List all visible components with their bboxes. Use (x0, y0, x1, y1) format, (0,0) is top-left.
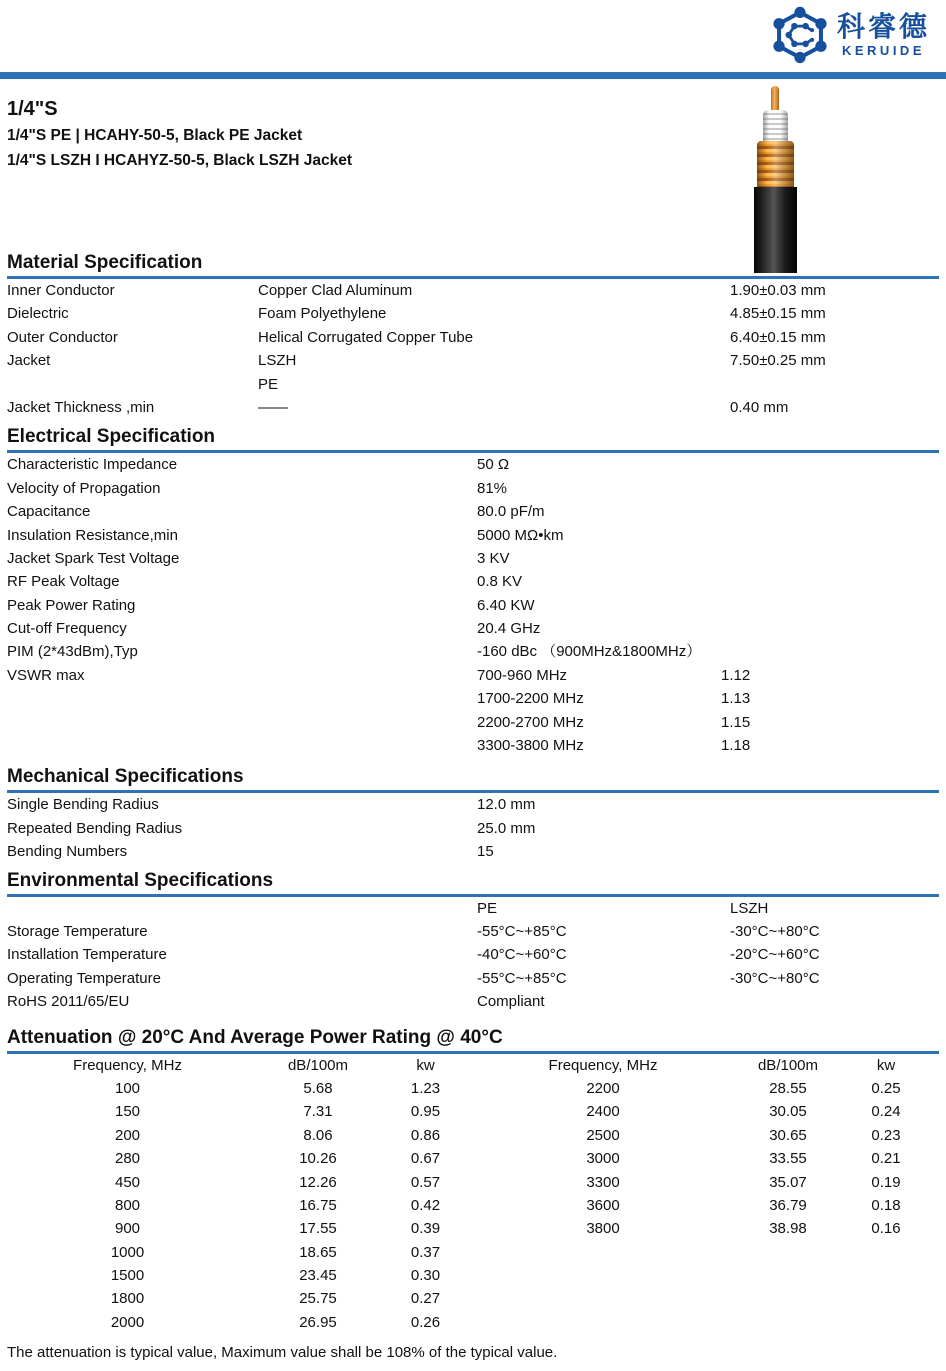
frequency-value: 1000 (110, 1243, 145, 1261)
power-rating-value: 0.27 (410, 1290, 441, 1308)
frequency-value: 2500 (586, 1126, 620, 1144)
spec-dimension: 6.40±0.15 mm (730, 328, 826, 346)
spec-dimension: 1.90±0.03 mm (730, 282, 826, 299)
frequency-value: 150 (114, 1103, 141, 1121)
attenuation-value: 18.65 (299, 1243, 337, 1261)
power-rating-value: 0.21 (871, 1150, 901, 1168)
frequency-value (463, 1311, 743, 1334)
header-divider-bar (0, 72, 946, 79)
spec-value: 5000 MΩ•km (477, 526, 564, 544)
section-heading-mechanical: Mechanical Specifications (7, 765, 939, 793)
spec-extra-value (721, 477, 939, 500)
spec-label: Characteristic Impedance (7, 456, 178, 474)
material-table (7, 279, 939, 419)
spec-value-lszh: -30°C~+80°C (730, 922, 820, 940)
spec-label: Velocity of Propagation (7, 479, 161, 497)
section-heading-electrical: Electrical Specification (7, 425, 939, 453)
power-rating-value: 0.26 (410, 1313, 441, 1331)
datasheet-body (0, 95, 946, 1363)
power-rating-value: 0.57 (410, 1173, 441, 1191)
spec-value: 0.8 KV (477, 573, 523, 591)
column-header-frequency-right: Frequency, MHz (548, 1056, 658, 1074)
attenuation-value: 8.06 (303, 1126, 333, 1144)
cable-inner-conductor-graphic (771, 86, 779, 110)
column-header-db-right: dB/100m (757, 1056, 819, 1074)
spec-extra-value (721, 500, 939, 523)
power-rating-value (833, 1264, 939, 1287)
brand-wordmark (837, 13, 930, 57)
spec-label: Bending Numbers (7, 843, 128, 861)
spec-label (7, 373, 258, 396)
spec-value-pe: PE (477, 899, 498, 917)
spec-value-lszh: LSZH (730, 899, 769, 917)
spec-label: Operating Temperature (7, 969, 161, 987)
spec-extra-value (721, 453, 939, 476)
column-header-kw-right: kw (876, 1056, 896, 1074)
product-subtitle-pe: 1/4"S PE | HCAHY-50-5, Black PE Jacket (7, 127, 303, 144)
spec-label: Inner Conductor (7, 282, 115, 299)
spec-value: 81% (477, 479, 508, 497)
spec-label: Storage Temperature (7, 922, 148, 940)
spec-label (7, 734, 477, 757)
spec-label: PIM (2*43dBm),Typ (7, 643, 138, 661)
power-rating-value: 0.16 (871, 1220, 901, 1238)
spec-label: Cut-off Frequency (7, 620, 127, 638)
frequency-value (463, 1287, 743, 1310)
spec-dimension: 0.40 mm (730, 398, 789, 416)
spec-label: Repeated Bending Radius (7, 819, 183, 837)
frequency-value: 3300 (586, 1173, 620, 1191)
spec-extra-value (721, 640, 939, 663)
power-rating-value: 0.95 (410, 1103, 441, 1121)
spec-extra-value (721, 570, 939, 593)
column-header-db-left: dB/100m (287, 1056, 349, 1074)
spec-value: -160 dBc （900MHz&1800MHz） (477, 643, 702, 661)
frequency-value: 1500 (110, 1267, 145, 1285)
spec-value: 25.0 mm (477, 819, 536, 837)
spec-label: Single Bending Radius (7, 796, 159, 814)
cable-corrugated-copper-graphic (757, 141, 794, 187)
column-header-kw-left: kw (416, 1056, 435, 1074)
attenuation-value: 28.55 (769, 1079, 807, 1097)
spec-dimension: 7.50±0.25 mm (730, 352, 826, 370)
spec-extra-value: 1.13 (721, 690, 751, 708)
power-rating-value: 0.67 (410, 1150, 441, 1168)
attenuation-header-row (7, 1054, 939, 1077)
spec-label: Dielectric (7, 305, 69, 323)
attenuation-value: 36.79 (769, 1196, 807, 1214)
spec-label: Peak Power Rating (7, 596, 136, 614)
attenuation-value: 26.95 (299, 1313, 337, 1331)
power-rating-value: 0.18 (871, 1196, 901, 1214)
attenuation-value: 17.55 (299, 1220, 337, 1238)
power-rating-value: 1.23 (410, 1079, 441, 1097)
cable-product-image (753, 86, 797, 273)
spec-value: PE (258, 375, 279, 393)
cable-black-jacket-graphic (754, 187, 797, 273)
frequency-value (463, 1241, 743, 1264)
frequency-value: 280 (114, 1150, 141, 1168)
attenuation-value: 33.55 (769, 1150, 807, 1168)
attenuation-value: 38.98 (769, 1220, 807, 1238)
attenuation-value: 23.45 (299, 1267, 337, 1285)
brand-logo (771, 6, 930, 64)
spec-value-lszh: -30°C~+80°C (730, 969, 820, 987)
spec-value-pe: -55°C~+85°C (477, 969, 567, 987)
page-header (0, 0, 946, 72)
brand-name-chinese: 科睿德 (836, 11, 930, 42)
spec-dimension: 4.85±0.15 mm (730, 305, 826, 323)
spec-value-pe: -40°C~+60°C (477, 946, 567, 964)
frequency-value: 3000 (586, 1150, 620, 1168)
attenuation-value: 5.68 (303, 1079, 333, 1097)
section-heading-material: Material Specification (7, 251, 939, 279)
spec-extra-value (721, 524, 939, 547)
section-heading-attenuation: Attenuation @ 20°C And Average Power Rating @ 40°C (7, 1026, 939, 1054)
spec-value: Foam Polyethylene (258, 305, 387, 323)
spec-value-lszh (730, 990, 939, 1013)
brand-name-english: KERUIDE (841, 43, 925, 58)
electrical-table (7, 453, 939, 757)
attenuation-table (7, 1077, 939, 1334)
frequency-value: 800 (114, 1196, 141, 1214)
spec-value: 3300-3800 MHz (477, 737, 584, 755)
spec-value: 6.40 KW (477, 596, 535, 614)
power-rating-value (833, 1311, 939, 1334)
power-rating-value (833, 1287, 939, 1310)
power-rating-value: 0.24 (871, 1103, 901, 1121)
product-title: 1/4"S (7, 98, 58, 120)
frequency-value: 450 (114, 1173, 141, 1191)
spec-value: 2200-2700 MHz (477, 713, 584, 731)
frequency-value: 100 (114, 1079, 141, 1097)
spec-value: 20.4 GHz (477, 620, 541, 638)
attenuation-note: The attenuation is typical value, Maximum value shall be 108% of the typical value. (7, 1344, 558, 1362)
spec-extra-value: 1.18 (721, 737, 751, 755)
power-rating-value: 0.19 (871, 1173, 901, 1191)
spec-dimension (730, 373, 939, 396)
attenuation-value: 25.75 (299, 1290, 337, 1308)
attenuation-value: 35.07 (769, 1173, 807, 1191)
power-rating-value: 0.86 (410, 1126, 441, 1144)
spec-label: Jacket (7, 352, 51, 370)
spec-value-pe: -55°C~+85°C (477, 922, 567, 940)
spec-label: Capacitance (7, 503, 91, 521)
spec-label: Installation Temperature (7, 946, 167, 964)
spec-value: Helical Corrugated Copper Tube (258, 328, 474, 346)
spec-label (7, 687, 477, 710)
molecule-hexagon-logo-icon (771, 6, 829, 64)
spec-label: RF Peak Voltage (7, 573, 120, 591)
attenuation-value (743, 1241, 833, 1264)
spec-value: 1700-2200 MHz (477, 690, 584, 708)
attenuation-value: 16.75 (299, 1196, 337, 1214)
frequency-value: 200 (114, 1126, 141, 1144)
attenuation-value: 30.05 (769, 1103, 807, 1121)
spec-value-lszh: -20°C~+60°C (730, 946, 820, 964)
spec-value: 3 KV (477, 549, 510, 567)
spec-label (7, 711, 477, 734)
spec-extra-value (721, 547, 939, 570)
column-header-frequency-left: Frequency, MHz (73, 1056, 182, 1074)
spec-value: Copper Clad Aluminum (258, 282, 413, 299)
power-rating-value (833, 1241, 939, 1264)
frequency-value: 2000 (110, 1313, 145, 1331)
power-rating-value: 0.39 (410, 1220, 441, 1238)
spec-label: Outer Conductor (7, 328, 118, 346)
frequency-value: 1800 (110, 1290, 145, 1308)
attenuation-value: 30.65 (769, 1126, 807, 1144)
spec-label: Insulation Resistance,min (7, 526, 178, 544)
attenuation-value: 10.26 (299, 1150, 337, 1168)
frequency-value: 2400 (586, 1103, 620, 1121)
attenuation-value (743, 1264, 833, 1287)
spec-extra-value: 1.12 (721, 666, 751, 684)
product-title-block (7, 95, 939, 173)
power-rating-value: 0.23 (871, 1126, 901, 1144)
mechanical-table (7, 793, 939, 863)
spec-value: 50 Ω (477, 456, 510, 474)
spec-label: RoHS 2011/65/EU (7, 993, 130, 1011)
spec-extra-value (721, 594, 939, 617)
product-subtitle-lszh: 1/4"S LSZH I HCAHYZ-50-5, Black LSZH Jacket (7, 152, 353, 169)
attenuation-value (743, 1311, 833, 1334)
frequency-value: 3800 (586, 1220, 620, 1238)
power-rating-value: 0.42 (410, 1196, 441, 1214)
spec-value: —— (258, 398, 288, 416)
spec-label: VSWR max (7, 666, 85, 684)
frequency-value: 3600 (586, 1196, 620, 1214)
attenuation-value: 7.31 (303, 1103, 333, 1121)
attenuation-value (743, 1287, 833, 1310)
power-rating-value: 0.37 (410, 1243, 441, 1261)
frequency-value: 2200 (586, 1079, 620, 1097)
spec-label: Jacket Thickness ,min (7, 398, 155, 416)
spec-label: Jacket Spark Test Voltage (7, 549, 180, 567)
cable-dielectric-graphic (763, 110, 788, 141)
power-rating-value: 0.30 (410, 1267, 441, 1285)
spec-value: 80.0 pF/m (477, 503, 545, 521)
attenuation-value: 12.26 (299, 1173, 337, 1191)
spec-value-pe: Compliant (477, 993, 545, 1011)
spec-value: 12.0 mm (477, 796, 536, 814)
frequency-value: 900 (114, 1220, 141, 1238)
spec-extra-value: 1.15 (721, 713, 751, 731)
spec-value: 15 (477, 843, 494, 861)
spec-extra-value (721, 617, 939, 640)
frequency-value (463, 1264, 743, 1287)
power-rating-value: 0.25 (871, 1079, 901, 1097)
environmental-table (7, 897, 939, 1014)
spec-label (7, 897, 477, 920)
spec-value: 700-960 MHz (477, 666, 568, 684)
section-heading-environmental: Environmental Specifications (7, 869, 939, 897)
spec-value: LSZH (258, 352, 297, 370)
